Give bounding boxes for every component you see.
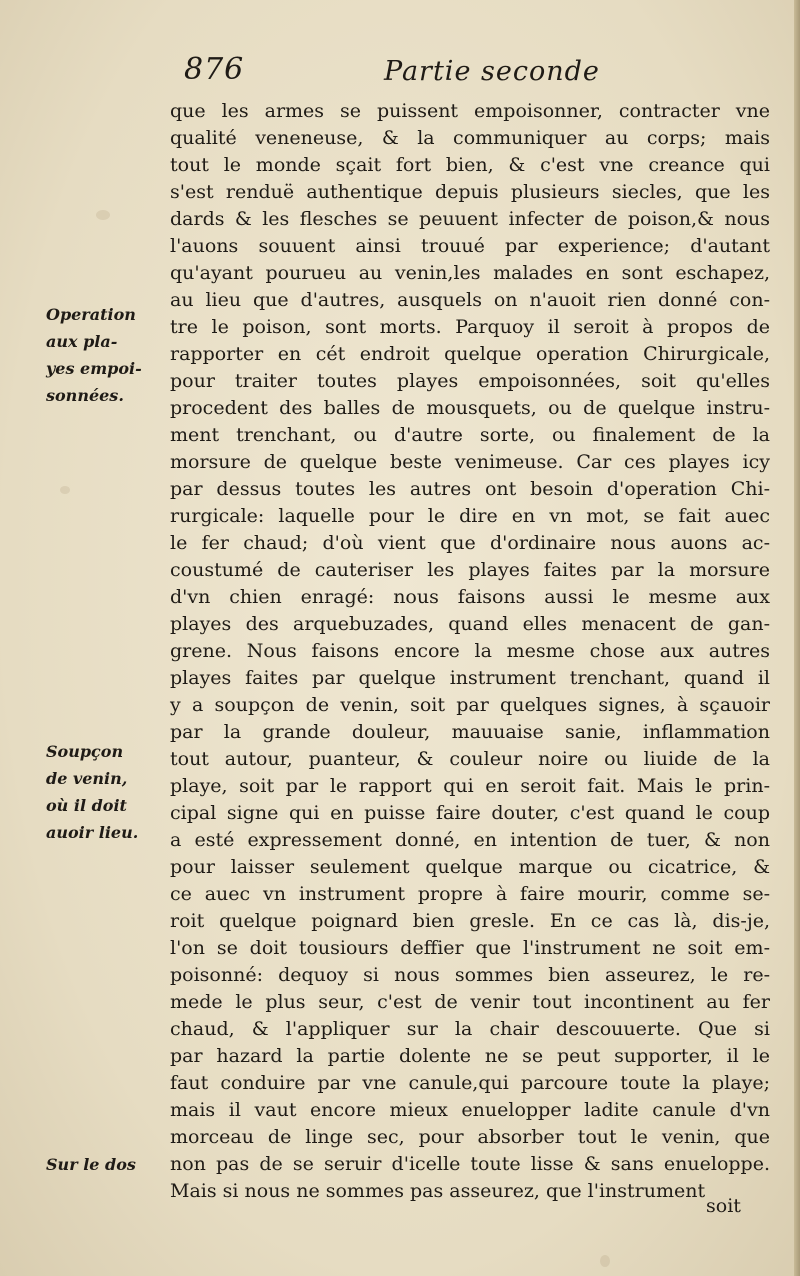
- text-line: par hazard la partie dolente ne se peut supporter, il le: [170, 1045, 770, 1067]
- ink-spot: [96, 210, 110, 220]
- text-line: Mais si nous ne sommes pas asseurez, que l'instrument: [170, 1180, 706, 1202]
- margin-note-line: Soupçon: [46, 742, 124, 761]
- text-line: tout le monde sçait fort bien, & c'est vne creance qui: [170, 154, 770, 176]
- catchword: soit: [706, 1195, 741, 1217]
- text-line: le fer chaud; d'où vient que d'ordinaire nous auons ac-: [170, 532, 770, 554]
- text-line: mais il vaut encore mieux enuelopper ladite canule d'vn: [170, 1099, 770, 1121]
- text-line: roit quelque poignard bien gresle. En ce cas là, dis-je,: [170, 910, 770, 932]
- text-line: par la grande douleur, mauuaise sanie, inflammation: [170, 721, 770, 743]
- text-line: a esté expressement donné, en intention de tuer, & non: [170, 829, 770, 851]
- margin-note-line: de venin,: [46, 769, 128, 788]
- page-header: [184, 52, 604, 92]
- ink-spot: [600, 1255, 610, 1267]
- text-line: l'auons souuent ainsi trouué par experience; d'autant: [170, 235, 770, 257]
- ink-spot: [60, 486, 70, 494]
- text-line: s'est renduë authentique depuis plusieurs siecles, que les: [170, 181, 770, 203]
- margin-note-line: Operation: [46, 305, 136, 324]
- page-number: 876: [184, 52, 245, 87]
- text-line: rurgicale: laquelle pour le dire en vn mot, se fait auec: [170, 505, 770, 527]
- text-line: y a soupçon de venin, soit par quelques signes, à sçauoir: [170, 694, 770, 716]
- text-line: qu'ayant pourueu au venin,les malades en sont eschapez,: [170, 262, 770, 284]
- text-line: d'vn chien enragé: nous faisons aussi le mesme aux: [170, 586, 770, 608]
- margin-note-operation: [46, 301, 176, 409]
- text-line: playe, soit par le rapport qui en seroit fait. Mais le prin-: [170, 775, 770, 797]
- text-line: l'on se doit tousiours deffier que l'instrument ne soit em-: [170, 937, 770, 959]
- page-edge: [794, 0, 800, 1276]
- text-line: playes faites par quelque instrument trenchant, quand il: [170, 667, 770, 689]
- text-line: playes des arquebuzades, quand elles menacent de gan-: [170, 613, 770, 635]
- text-line: grene. Nous faisons encore la mesme chose aux autres: [170, 640, 770, 662]
- text-line: pour laisser seulement quelque marque ou cicatrice, &: [170, 856, 770, 878]
- text-line: dards & les flesches se peuuent infecter de poison,& nous: [170, 208, 770, 230]
- text-line: mede le plus seur, c'est de venir tout incontinent au fer: [170, 991, 770, 1013]
- margin-note-sur-le-dos: [46, 1151, 176, 1178]
- text-line: ce auec vn instrument propre à faire mourir, comme se-: [170, 883, 770, 905]
- text-line: par dessus toutes les autres ont besoin d'operation Chi-: [170, 478, 770, 500]
- text-line: procedent des balles de mousquets, ou de quelque instru-: [170, 397, 770, 419]
- text-line: ment trenchant, ou d'autre sorte, ou finalement de la: [170, 424, 770, 446]
- text-line: pour traiter toutes playes empoisonnées, soit qu'elles: [170, 370, 770, 392]
- text-line: au lieu que d'autres, ausquels on n'auoit rien donné con-: [170, 289, 770, 311]
- text-line: faut conduire par vne canule,qui parcoure toute la playe;: [170, 1072, 770, 1094]
- text-line: tre le poison, sont morts. Parquoy il seroit à propos de: [170, 316, 770, 338]
- body-text: [170, 98, 770, 1205]
- text-line: morsure de quelque beste venimeuse. Car ces playes icy: [170, 451, 770, 473]
- margin-note-line: auoir lieu.: [46, 823, 139, 842]
- text-line: cipal signe qui en puisse faire douter, c'est quand le coup: [170, 802, 770, 824]
- text-line: rapporter en cét endroit quelque operation Chirurgicale,: [170, 343, 770, 365]
- margin-note-line: aux pla-: [46, 332, 118, 351]
- margin-note-line: sonnées.: [46, 386, 124, 405]
- text-line: chaud, & l'appliquer sur la chair descouuerte. Que si: [170, 1018, 770, 1040]
- text-line: que les armes se puissent empoisonner, contracter vne: [170, 100, 770, 122]
- text-line: poisonné: dequoy si nous sommes bien asseurez, le re-: [170, 964, 770, 986]
- running-title: Partie seconde: [384, 56, 600, 87]
- margin-note-soupcon: [46, 738, 176, 846]
- text-line: morceau de linge sec, pour absorber tout le venin, que: [170, 1126, 770, 1148]
- text-line: qualité veneneuse, & la communiquer au corps; mais: [170, 127, 770, 149]
- margin-note-line: yes empoi-: [46, 359, 142, 378]
- text-line: tout autour, puanteur, & couleur noire ou liuide de la: [170, 748, 770, 770]
- margin-note-line: où il doit: [46, 796, 127, 815]
- text-line: coustumé de cauteriser les playes faites par la morsure: [170, 559, 770, 581]
- text-line: non pas de se seruir d'icelle toute lisse & sans enueloppe.: [170, 1153, 770, 1175]
- margin-note-line: Sur le dos: [46, 1155, 136, 1174]
